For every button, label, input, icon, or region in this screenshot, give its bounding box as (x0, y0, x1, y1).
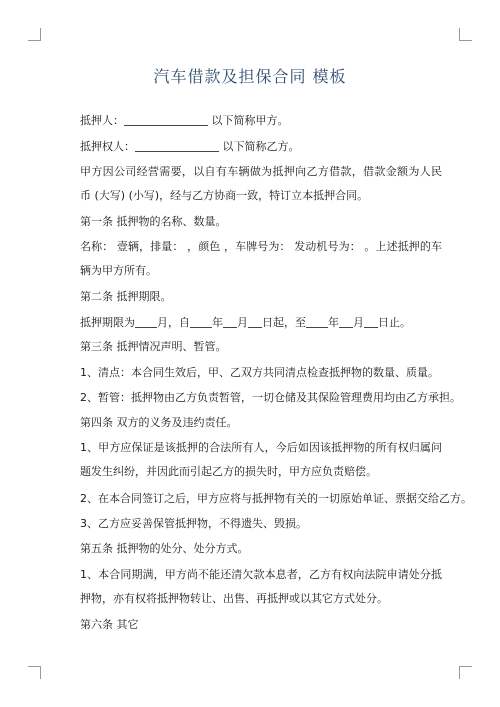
article-6-title: 第六条 其它 (80, 618, 139, 631)
crop-mark-bottom-left (28, 666, 41, 679)
period-text: 年 (328, 316, 339, 329)
period-text: 日起，至 (262, 316, 306, 329)
article-2-period (62, 311, 442, 335)
document-title: 汽车借款及担保合同 模板 (153, 67, 347, 86)
period-text: 月，自 (157, 316, 190, 329)
period-text: 月 (237, 316, 248, 329)
article-3-item-1: 1、清点：本合同生效后，甲、乙双方共同清点检查抵押物的数量、质量。 (80, 366, 439, 379)
article-1-body: 名称： 壹辆，排量： ，颜色 ，车牌号为： 发动机号为： 。上述抵押的车辆为甲方所有。 (80, 240, 442, 277)
crop-mark-top-right (459, 28, 472, 41)
article-5-item-1: 1、本合同期满，甲方尚不能还清欠款本息者，乙方有权向法院申请处分抵押物，亦有权将抵押物转让、出售、再抵押或以其它方式处分。 (80, 568, 442, 605)
article-4-item-2: 2、在本合同签订之后，甲方应将与抵押物有关的一切原始单证、票据交给乙方。 (80, 492, 472, 505)
end-year-blank (306, 315, 328, 328)
crop-mark-bottom-right (459, 666, 472, 679)
mortgagor-line (62, 109, 442, 133)
mortgagor-label: 抵押人： (80, 114, 124, 127)
article-5-title: 第五条 抵押物的处分、处分方式。 (80, 542, 249, 555)
mortgagee-blank (135, 139, 219, 152)
mortgagee-suffix: 以下简称乙方。 (222, 140, 300, 153)
article-1-title: 第一条 抵押物的名称、数量。 (80, 215, 227, 228)
start-day-blank (248, 315, 262, 328)
article-4-item-1: 1、甲方应保证是该抵押的合法所有人，今后如因该抵押物的所有权归属问题发生纠纷，并因此而引起乙方的损失时，甲方应负责赔偿。 (80, 441, 442, 478)
start-year-blank (190, 315, 212, 328)
end-month-blank (339, 315, 353, 328)
article-4-title: 第四条 双方的义务及违约责任。 (80, 416, 238, 429)
mortgagee-line (62, 135, 442, 159)
period-text: 年 (212, 316, 223, 329)
article-3-item-2: 2、暂管：抵押物由乙方负责暂管，一切仓储及其保险管理费用均由乙方承担。 (80, 391, 461, 404)
mortgagee-label: 抵押权人： (80, 140, 135, 153)
mortgagor-blank (124, 113, 208, 126)
article-4-item-3: 3、乙方应妥善保管抵押物，不得遗失、毁损。 (80, 517, 307, 530)
start-month-blank (223, 315, 237, 328)
end-day-blank (364, 315, 378, 328)
period-text: 抵押期限为 (80, 316, 135, 329)
article-3-title: 第三条 抵押情况声明、暂管。 (80, 340, 227, 353)
intro-paragraph: 甲方因公司经营需要，以自有车辆做为抵押向乙方借款，借款金额为人民币 (大写) (小写)，经与乙方协商一致，特订立本抵押合同。 (80, 165, 442, 202)
period-text: 月 (353, 316, 364, 329)
mortgagor-suffix: 以下简称甲方。 (211, 114, 289, 127)
period-text: 日止。 (378, 316, 411, 329)
crop-mark-top-left (28, 28, 41, 41)
period-months-blank (135, 315, 157, 328)
article-2-title: 第二条 抵押期限。 (80, 290, 172, 303)
